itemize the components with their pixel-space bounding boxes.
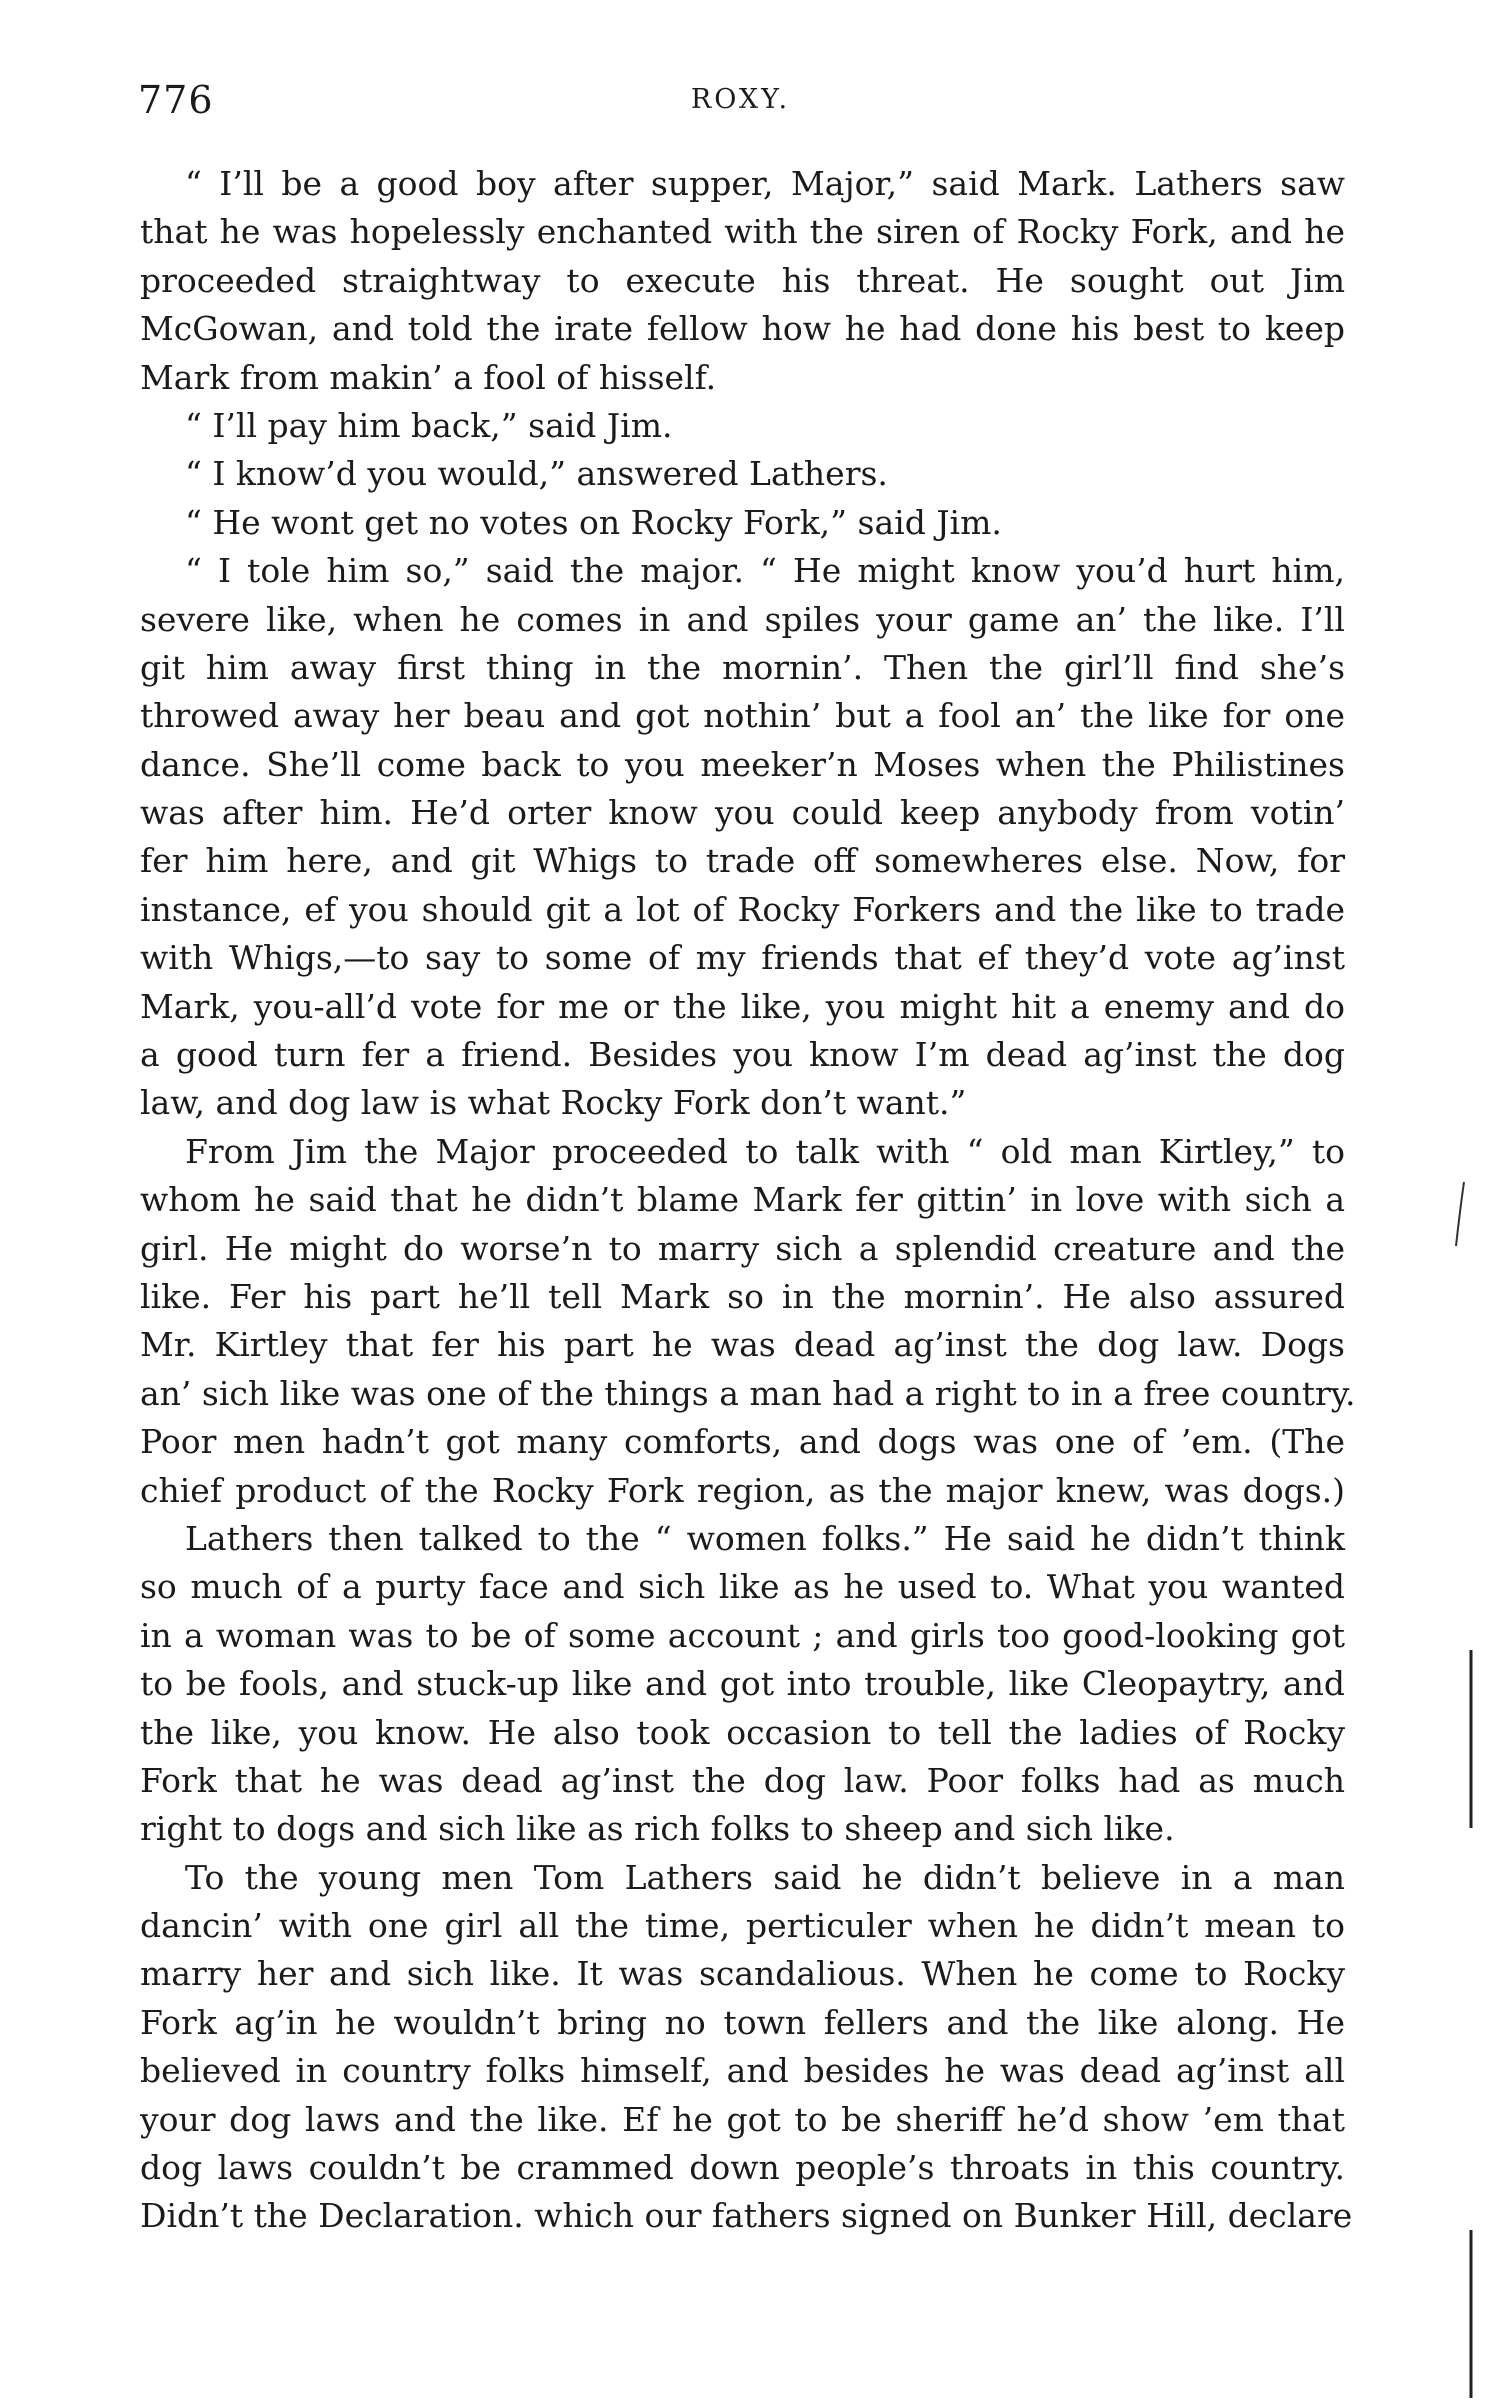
text-line: believed in country folks himself, and besides he was dead ag’inst all xyxy=(140,2051,1345,2091)
text-line: Fork ag’in he wouldn’t bring no town fellers and the like along. He xyxy=(140,2002,1345,2042)
text-line: Fork that he was dead ag’inst the dog law. Poor folks had as much xyxy=(140,1760,1345,1800)
text-line: “ I tole him so,” said the major. “ He might know you’d hurt him, xyxy=(185,551,1345,591)
text-line: dance. She’ll come back to you meeker’n Moses when the Philistines xyxy=(140,744,1345,784)
text-line: Mark, you-all’d vote for me or the like, you might hit a enemy and do xyxy=(140,986,1345,1026)
body-text xyxy=(140,160,1356,2241)
text-line: Mark from makin’ a fool of hisself. xyxy=(140,357,717,397)
text-line: right to dogs and sich like as rich folks to sheep and sich like. xyxy=(140,1809,1175,1849)
margin-edge-mark xyxy=(1466,2230,1476,2400)
text-line: fer him here, and git Whigs to trade off somewheres else. Now, for xyxy=(140,841,1345,881)
text-line: “ I’ll be a good boy after supper, Major,” said Mark. Lathers saw xyxy=(185,164,1345,203)
text-line: like. Fer his part he’ll tell Mark so in the mornin’. He also assured xyxy=(140,1276,1345,1316)
text-line: the like, you know. He also took occasion to tell the ladies of Rocky xyxy=(140,1712,1345,1752)
text-line: dog laws couldn’t be crammed down people’s throats in this country. xyxy=(140,2148,1345,2188)
text-line: to be fools, and stuck-up like and got into trouble, like Cleopaytry, and xyxy=(140,1664,1345,1704)
text-line: law, and dog law is what Rocky Fork don’t want.” xyxy=(140,1083,967,1123)
text-line: “ He wont get no votes on Rocky Fork,” said Jim. xyxy=(185,502,1002,542)
text-line: “ I know’d you would,” answered Lathers. xyxy=(185,454,888,494)
page-number: 776 xyxy=(138,78,214,122)
text-line: Didn’t the Declaration. which our fathers signed on Bunker Hill, declare xyxy=(140,2196,1353,2236)
text-line: instance, ef you should git a lot of Rocky Forkers and the like to trade xyxy=(140,889,1345,929)
text-line: with Whigs,—to say to some of my friends that ef they’d vote ag’inst xyxy=(140,938,1345,978)
text-line: “ I’ll pay him back,” said Jim. xyxy=(185,405,673,445)
running-title: ROXY. xyxy=(690,84,791,115)
text-line: severe like, when he comes in and spiles your game an’ the like. I’ll xyxy=(140,599,1345,639)
text-line: chief product of the Rocky Fork region, as the major knew, was dogs.) xyxy=(140,1470,1345,1510)
text-line: Lathers then talked to the “ women folks.” He said he didn’t think xyxy=(185,1518,1345,1558)
text-line: git him away first thing in the mornin’. Then the girl’ll find she’s xyxy=(140,647,1345,687)
text-line: that he was hopelessly enchanted with the siren of Rocky Fork, and he xyxy=(140,212,1345,252)
text-line: Mr. Kirtley that fer his part he was dead ag’inst the dog law. Dogs xyxy=(140,1325,1345,1365)
text-line: whom he said that he didn’t blame Mark fer gittin’ in love with sich a xyxy=(140,1180,1345,1220)
margin-edge-mark xyxy=(1466,1650,1476,1830)
text-line: From Jim the Major proceeded to talk with “ old man Kirtley,” to xyxy=(185,1131,1345,1171)
text-line: your dog laws and the like. Ef he got to be sheriff he’d show ’em that xyxy=(140,2099,1345,2139)
text-line: in a woman was to be of some account ; and girls too good-looking got xyxy=(140,1615,1345,1655)
text-line: Poor men hadn’t got many comforts, and dogs was one of ’em. (The xyxy=(140,1422,1345,1462)
text-line: throwed away her beau and got nothin’ but a fool an’ the like for one xyxy=(140,696,1345,736)
text-line: so much of a purty face and sich like as he used to. What you wanted xyxy=(140,1567,1345,1607)
text-line: marry her and sich like. It was scandalious. When he come to Rocky xyxy=(140,1954,1345,1994)
text-line: an’ sich like was one of the things a man had a right to in a free country. xyxy=(140,1373,1356,1413)
text-line: To the young men Tom Lathers said he didn’t believe in a man xyxy=(185,1857,1345,1897)
text-line: dancin’ with one girl all the time, perticuler when he didn’t mean to xyxy=(140,1906,1345,1946)
text-line: a good turn fer a friend. Besides you know I’m dead ag’inst the dog xyxy=(140,1035,1345,1075)
margin-pencil-mark xyxy=(1450,1180,1470,1250)
text-line: was after him. He’d orter know you could keep anybody from votin’ xyxy=(140,793,1345,833)
page-header xyxy=(138,78,1343,138)
text-line: McGowan, and told the irate fellow how he had done his best to keep xyxy=(140,309,1345,349)
text-line: girl. He might do worse’n to marry sich a splendid creature and the xyxy=(140,1228,1345,1268)
text-line: proceeded straightway to execute his threat. He sought out Jim xyxy=(140,260,1345,300)
